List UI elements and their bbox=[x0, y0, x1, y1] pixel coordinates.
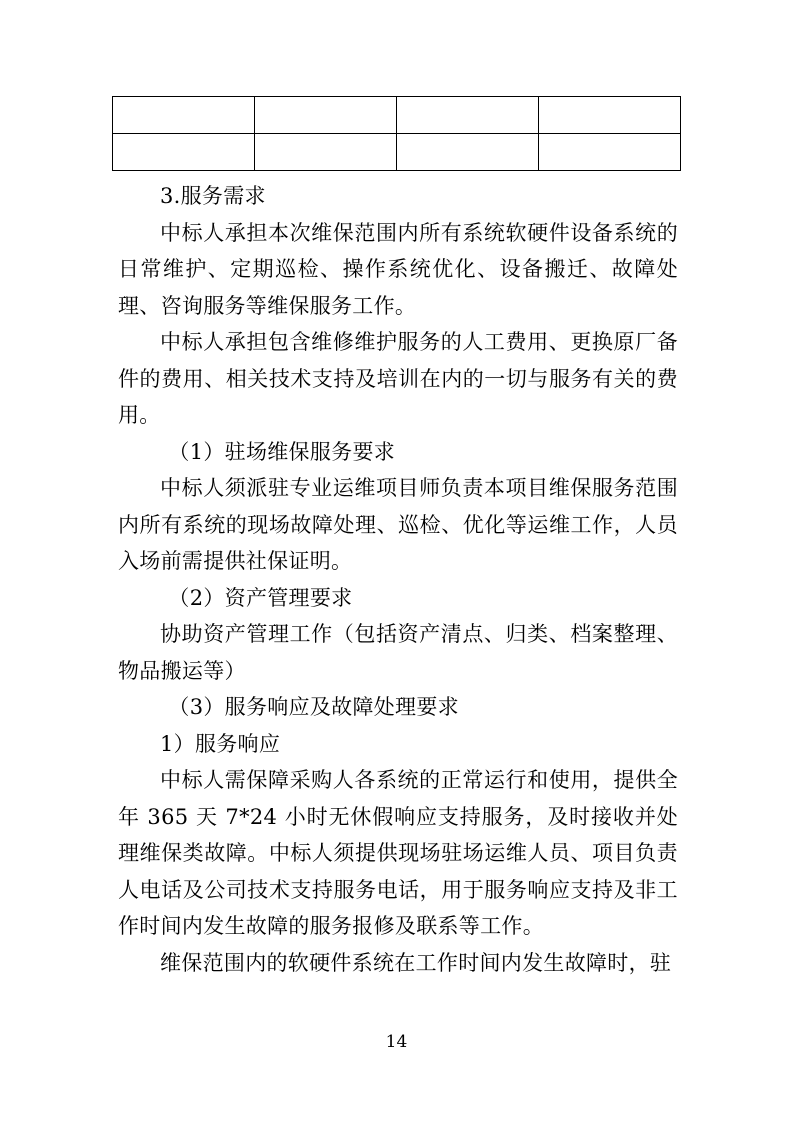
page-number: 14 bbox=[385, 1032, 408, 1052]
paragraph-maintenance-scope: 中标人承担本次维保范围内所有系统软硬件设备系统的日常维护、定期巡检、操作系统优化、设备搬迁、故障处理、咨询服务等维保服务工作。 bbox=[118, 220, 678, 318]
paragraph-onsite-staff: 中标人须派驻专业运维项目师负责本项目维保服务范围内所有系统的现场故障处理、巡检、优化等运维工作，人员入场前需提供社保证明。 bbox=[118, 476, 678, 573]
document-body bbox=[118, 178, 678, 981]
table-row bbox=[113, 97, 681, 134]
subheading-asset-management: （2）资产管理要求 bbox=[168, 585, 353, 610]
paragraph-service-costs: 中标人承担包含维修维护服务的人工费用、更换原厂备件的费用、相关技术支持及培训在内的一切与服务有关的费用。 bbox=[118, 330, 678, 427]
section-heading-service-requirements: 3.服务需求 bbox=[160, 184, 266, 208]
subheading-onsite-maintenance: （1）驻场维保服务要求 bbox=[168, 439, 396, 464]
table-cell bbox=[255, 97, 397, 134]
table-row bbox=[113, 134, 681, 171]
paragraph-fault-during-work-hours: 维保范围内的软硬件系统在工作时间内发生故障时，驻 bbox=[160, 950, 672, 975]
paragraph-asset-management: 协助资产管理工作（包括资产清点、归类、档案整理、物品搬运等） bbox=[118, 622, 678, 683]
table-cell bbox=[397, 134, 539, 171]
table-cell bbox=[113, 134, 255, 171]
paragraph-service-response: 中标人需保障采购人各系统的正常运行和使用，提供全年 365 天 7*24 小时无休假响应支持服务，及时接收并处理维保类故障。中标人须提供现场驻场运维人员、项目负责人电话及公司技术支持服务电话，用于服务响应支持及非工作时间内发生故障的服务报修及联系等工作。 bbox=[118, 768, 678, 938]
empty-table bbox=[112, 96, 681, 171]
table-cell bbox=[539, 97, 681, 134]
subheading-service-response: 1）服务响应 bbox=[160, 731, 281, 756]
table-cell bbox=[397, 97, 539, 134]
subheading-response-and-fault-handling: （3）服务响应及故障处理要求 bbox=[168, 695, 459, 719]
table-cell bbox=[255, 134, 397, 171]
table-cell bbox=[539, 134, 681, 171]
table-cell bbox=[113, 97, 255, 134]
